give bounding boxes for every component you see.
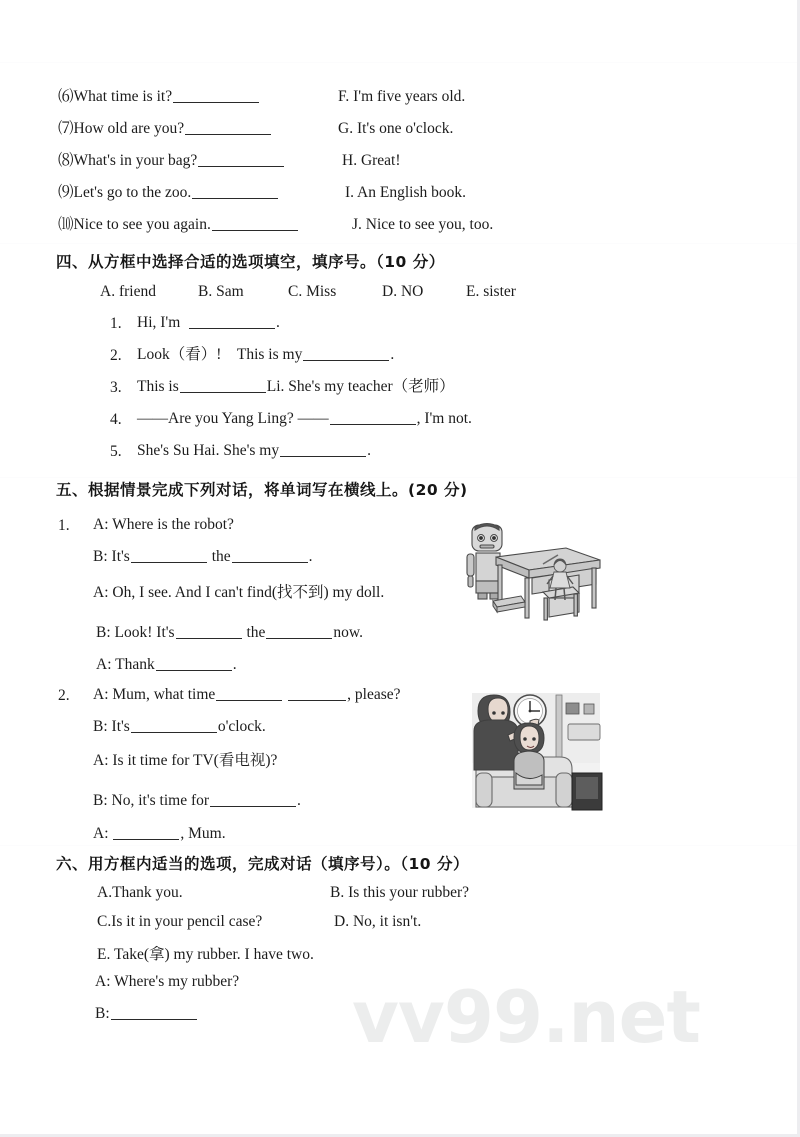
match-option-g: G. It's one o'clock. [338, 120, 454, 137]
section-five-dialog-1-number: 1. [58, 517, 70, 534]
dialog-2-line-5-text: , Mum. [180, 825, 226, 842]
illustration-robot-desk-doll [463, 508, 605, 626]
match-item-10-number: ⑽ [58, 216, 74, 233]
dialog-1-line-4-text-a: Look! It's [114, 624, 175, 641]
match-item-9-text: Let's go to the zoo. [73, 184, 192, 201]
section-four-item-3-number: 3. [110, 379, 122, 396]
section-four-item-2-text: Look（看）! This is my [137, 346, 303, 363]
section-six-dialog-line-2-speaker: B: [95, 1005, 110, 1022]
section-six-option-b: B. Is this your rubber? [330, 884, 470, 901]
section-four-item-2 [137, 347, 394, 363]
match-item-7 [58, 121, 272, 137]
dialog-2-line-2-speaker: B: [93, 718, 108, 735]
dialog-2-line-4 [93, 793, 301, 809]
match-item-8-text: What's in your bag? [73, 152, 198, 169]
section-six-dialog-line-1-speaker: A: [95, 973, 111, 990]
dialog-2-line-5 [93, 826, 226, 842]
dialog-2-line-3-text: Is it time for TV(看电视)? [112, 752, 278, 769]
dialog-2-line-2-blank-1[interactable] [131, 732, 217, 733]
dialog-1-line-5-blank-1[interactable] [156, 670, 232, 671]
match-item-8 [58, 153, 285, 169]
dialog-2-line-1-text-b: , please? [347, 686, 401, 703]
match-item-9-blank[interactable] [192, 198, 278, 199]
dialog-2-line-5-blank-1[interactable] [113, 839, 179, 840]
dialog-1-line-2-blank-1[interactable] [131, 562, 207, 563]
section-four-item-5-tail: . [367, 442, 371, 459]
section-six-dialog-line-2 [95, 1006, 198, 1022]
section-six-dialog-line-2-blank[interactable] [111, 1019, 197, 1020]
dialog-1-line-2-text-c: . [308, 548, 313, 565]
match-item-8-number: ⑻ [58, 152, 74, 169]
dialog-1-line-5 [96, 657, 237, 673]
dialog-2-line-3-speaker: A: [93, 752, 109, 769]
section-four-item-1-blank[interactable] [189, 328, 275, 329]
match-option-i: I. An English book. [345, 184, 466, 201]
dialog-1-line-4-blank-2[interactable] [266, 638, 332, 639]
section-six-option-d: D. No, it isn't. [334, 913, 422, 930]
dialog-2-line-2-text-a: It's [111, 718, 130, 735]
match-item-9 [58, 185, 279, 201]
section-six-dialog-line-1-text: Where's my rubber? [114, 973, 240, 990]
dialog-2-line-2-text-b: o'clock. [217, 718, 266, 735]
section-four-option-b: B. Sam [198, 283, 244, 300]
dialog-1-line-4 [96, 625, 363, 641]
section-four-item-5 [137, 443, 371, 459]
match-item-10 [58, 217, 299, 233]
section-four-item-2-tail: . [390, 346, 395, 363]
section-six-option-a: A.Thank you. [97, 884, 183, 901]
dialog-1-line-5-text-a: Thank [115, 656, 155, 673]
dialog-2-line-4-text-a: No, it's time for [111, 792, 210, 809]
match-item-9-number: ⑼ [58, 184, 74, 201]
dialog-1-line-5-speaker: A: [96, 656, 112, 673]
dialog-2-line-4-blank-1[interactable] [210, 806, 296, 807]
dialog-1-line-2-text-b: the [211, 548, 231, 565]
section-four-item-4-number: 4. [110, 411, 122, 428]
dialog-2-line-5-speaker: A: [93, 825, 109, 842]
dialog-2-line-2 [93, 719, 266, 735]
match-item-10-blank[interactable] [212, 230, 298, 231]
dialog-1-line-2-text-a: It's [111, 548, 130, 565]
dialog-1-line-5-text-b: . [232, 656, 237, 673]
match-item-6-text: What time is it? [73, 88, 173, 105]
match-item-8-blank[interactable] [198, 166, 284, 167]
dialog-1-line-2-speaker: B: [93, 548, 108, 565]
section-four-item-1 [137, 315, 280, 331]
section-four-item-4-tail: , I'm not. [416, 410, 472, 427]
match-item-6-blank[interactable] [173, 102, 259, 103]
section-four-option-e: E. sister [466, 283, 516, 300]
section-four-item-2-number: 2. [110, 347, 122, 364]
illustration-mother-child-clock [468, 677, 604, 812]
match-item-6-number: ⑹ [58, 88, 74, 105]
dialog-2-line-4-text-b: . [297, 792, 301, 809]
section-four-option-c: C. Miss [288, 283, 337, 300]
section-four-item-1-number: 1. [110, 315, 122, 332]
section-four-item-5-number: 5. [110, 443, 122, 460]
dialog-2-line-1-speaker: A: [93, 686, 109, 703]
section-four-item-3-blank[interactable] [180, 392, 266, 393]
dialog-2-line-3 [93, 753, 277, 769]
match-option-h: H. Great! [342, 152, 401, 169]
dialog-1-line-3-speaker: A: [93, 584, 109, 601]
section-four-item-4-blank[interactable] [330, 424, 416, 425]
dialog-2-line-1-blank-2[interactable] [288, 700, 346, 701]
dialog-1-line-4-text-c: now. [333, 624, 363, 641]
section-four-item-5-blank[interactable] [280, 456, 366, 457]
match-item-10-text: Nice to see you again. [73, 216, 211, 233]
watermark: vv99.net [352, 975, 700, 1059]
section-four-item-1-text: Hi, I'm [137, 314, 181, 331]
dialog-2-line-1-blank-1[interactable] [216, 700, 282, 701]
dialog-1-line-2 [93, 549, 313, 565]
dialog-2-line-1 [93, 687, 401, 703]
section-six-heading: 六、用方框内适当的选项，完成对话（填序号）。（10 分） [56, 855, 469, 873]
dialog-1-line-3 [93, 585, 384, 601]
section-four-item-2-blank[interactable] [303, 360, 389, 361]
section-four-item-4-text: ——Are you Yang Ling? —— [137, 410, 329, 427]
match-item-7-number: ⑺ [58, 120, 74, 137]
section-four-item-3 [137, 379, 455, 395]
section-six-option-e: E. Take(拿) my rubber. I have two. [97, 946, 314, 963]
section-five-heading: 五、根据情景完成下列对话，将单词写在横线上。(20 分) [56, 481, 468, 499]
dialog-1-line-1 [93, 517, 234, 533]
match-item-7-text: How old are you? [73, 120, 185, 137]
section-six-dialog-line-1 [95, 974, 239, 990]
section-four-item-1-tail: . [276, 314, 280, 331]
section-four-option-a: A. friend [100, 283, 156, 300]
section-four-item-4 [137, 411, 472, 427]
section-six-option-c: C.Is it in your pencil case? [97, 913, 263, 930]
section-four-option-d: D. NO [382, 283, 424, 300]
section-five-dialog-2-number: 2. [58, 687, 70, 704]
match-option-f: F. I'm five years old. [338, 88, 466, 105]
section-four-item-3-tail: Li. She's my teacher（老师） [266, 378, 455, 395]
section-four-heading: 四、从方框中选择合适的选项填空，填序号。（10 分） [56, 253, 445, 271]
match-item-7-blank[interactable] [185, 134, 271, 135]
dialog-1-line-2-blank-2[interactable] [232, 562, 308, 563]
section-four-item-3-text: This is [137, 378, 179, 395]
match-option-j: J. Nice to see you, too. [352, 216, 494, 233]
match-item-6 [58, 89, 260, 105]
dialog-1-line-3-text: Oh, I see. And I can't find(找不到) my doll. [112, 584, 385, 601]
dialog-1-line-4-text-b: the [246, 624, 266, 641]
dialog-2-line-4-speaker: B: [93, 792, 108, 809]
dialog-1-line-1-speaker: A: [93, 516, 109, 533]
dialog-2-line-1-text-a: Mum, what time [112, 686, 216, 703]
section-four-item-5-text: She's Su Hai. She's my [137, 442, 280, 459]
dialog-1-line-4-speaker: B: [96, 624, 111, 641]
dialog-1-line-1-text: Where is the robot? [112, 516, 234, 533]
dialog-1-line-4-blank-1[interactable] [176, 638, 242, 639]
